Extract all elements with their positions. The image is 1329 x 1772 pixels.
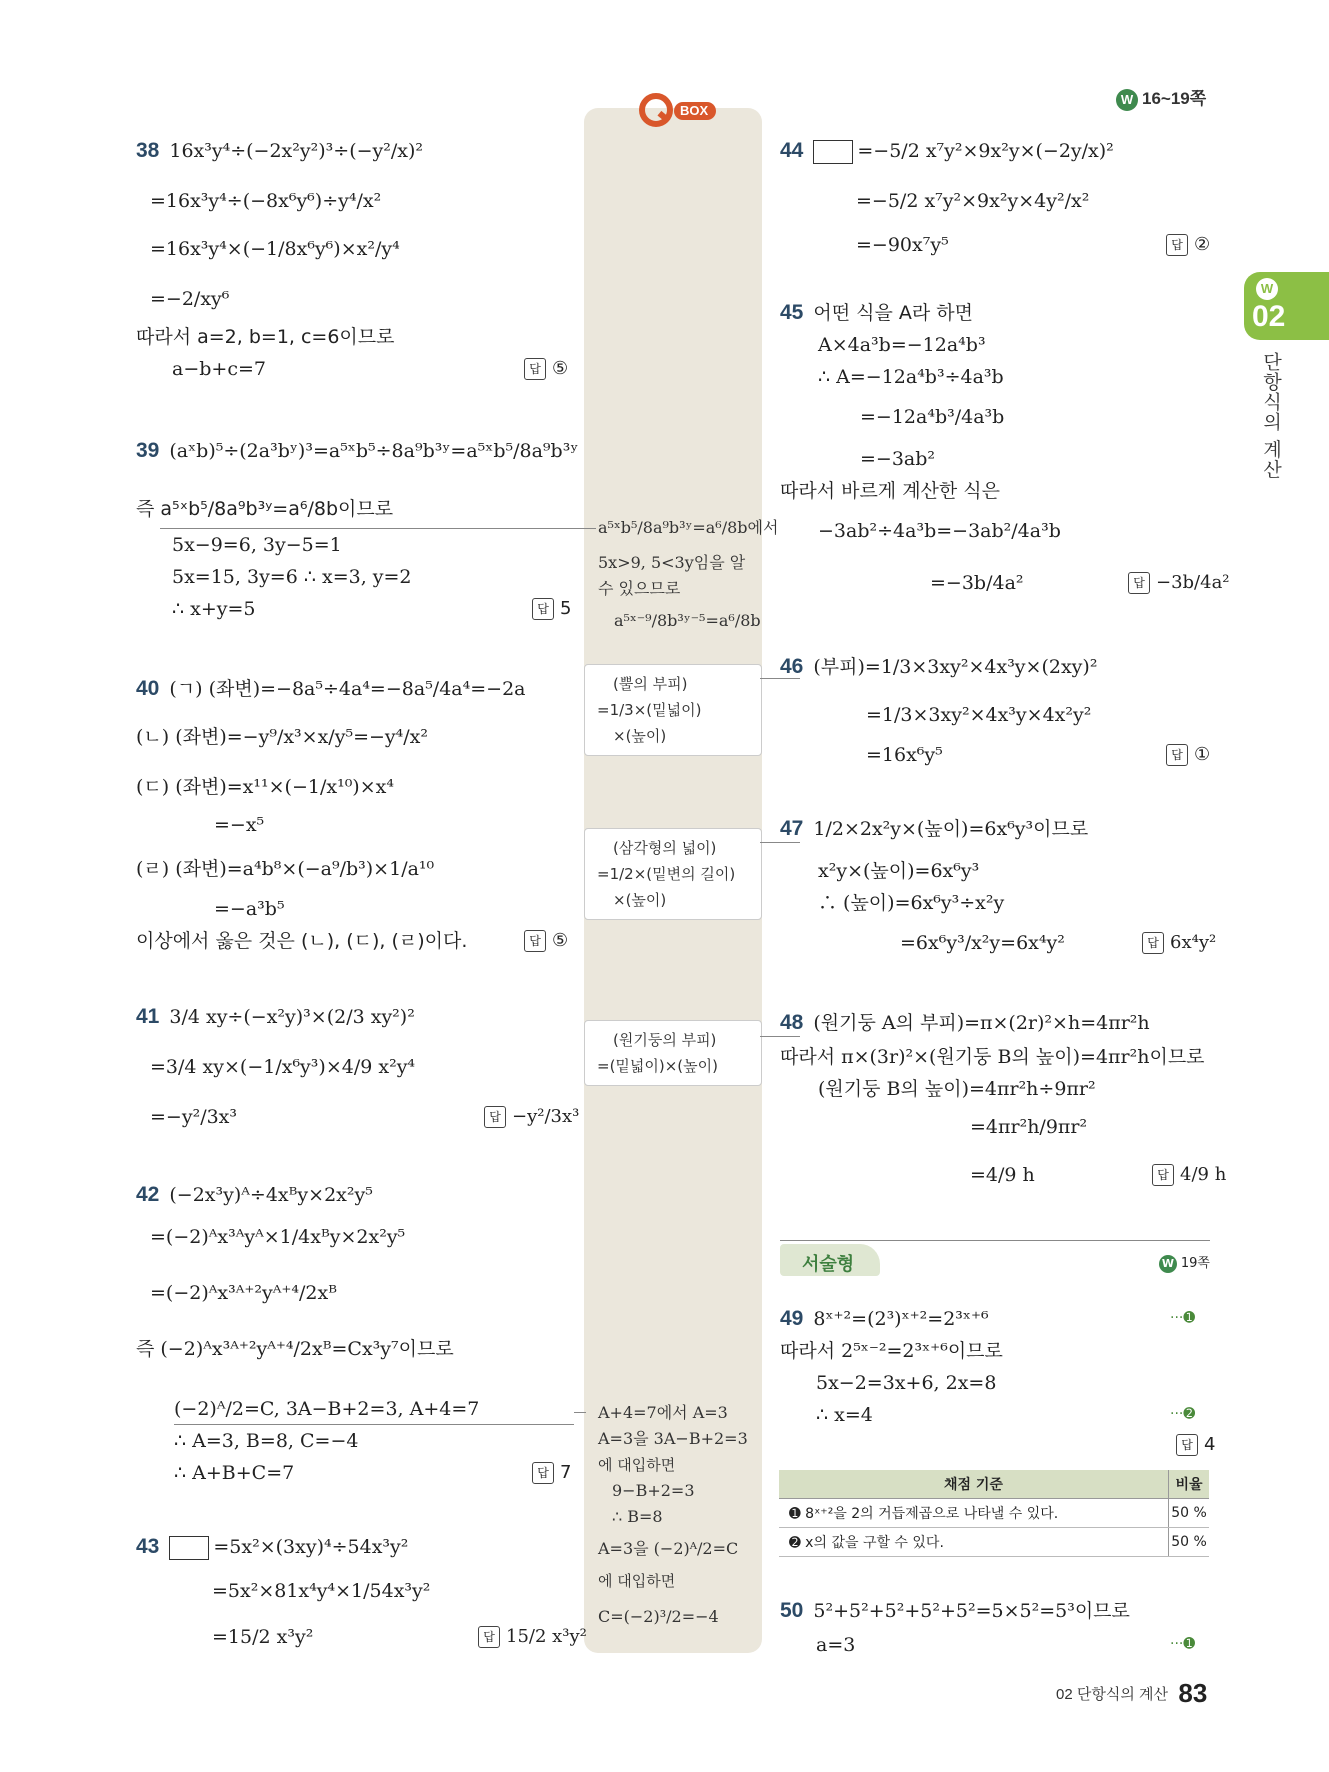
p41-line2: =3/4 xy×(−1/x⁶y³)×4/9 x²y⁴: [150, 1056, 416, 1078]
note-42-l2: A=3을 3A−B+2=3: [598, 1429, 748, 1448]
chapter-name: 02 단항식의 계산: [1056, 1686, 1168, 1703]
problem-number: 46: [780, 655, 804, 678]
table-row: [779, 1499, 1209, 1528]
p43-line2: =5x²×81x⁴y⁴×1/54x³y²: [212, 1580, 431, 1602]
p43-answer: 답 15/2 x³y²: [478, 1626, 587, 1648]
p39-line5: ∴ x+y=5: [172, 598, 256, 620]
problem-number: 50: [780, 1599, 804, 1622]
note-42-l8: C=(−2)³/2=−4: [598, 1607, 719, 1626]
p40-line7: 이상에서 옳은 것은 (ㄴ), (ㄷ), (ㄹ)이다.: [136, 930, 468, 952]
note-42-l1: A+4=7에서 A=3: [598, 1403, 728, 1422]
p48-line4: =4πr²h/9πr²: [970, 1116, 1088, 1138]
chapter-title-vertical: 단항식의 계산: [1260, 352, 1282, 480]
p40-line5: (ㄹ) (좌변)=a⁴b⁸×(−a⁹/b³)×1/a¹⁰: [136, 858, 435, 880]
page-range-header: [1116, 84, 1206, 111]
answer-icon: 답: [1128, 572, 1150, 594]
connector-line: [174, 1424, 574, 1425]
answer-icon: 답: [1176, 1434, 1198, 1456]
step-marker-1: ···➊: [1170, 1636, 1196, 1652]
p49-line4: ∴ x=4: [816, 1404, 873, 1426]
answer-icon: 답: [532, 598, 554, 620]
p47-line2: x²y×(높이)=6x⁶y³: [818, 860, 980, 882]
p48-line5: =4/9 h: [970, 1164, 1035, 1186]
p47-line3: ∴ (높이)=6x⁶y³÷x²y: [818, 892, 1005, 914]
note-39-l1: a⁵ˣb⁵/8a⁹b³ʸ=a⁶/8b에서: [598, 518, 779, 537]
problem-number: 43: [136, 1535, 160, 1558]
p45-line2: A×4a³b=−12a⁴b³: [818, 334, 986, 356]
p46-line2: =1/3×3xy²×4x³y×4x²y²: [866, 704, 1092, 726]
problem-number: 47: [780, 817, 804, 840]
p39-line2: 즉 a⁵ˣb⁵/8a⁹b³ʸ=a⁶/8b이므로: [136, 498, 394, 520]
p38-line1: 38 16x³y⁴÷(−2x²y²)³÷(−y²/x)²: [136, 139, 424, 162]
p44-line2: =−5/2 x⁷y²×9x²y×4y²/x²: [856, 190, 1090, 212]
p40-line1: 40 (ㄱ) (좌변)=−8a⁵÷4a⁴=−8a⁵/4a⁴=−2a: [136, 677, 526, 700]
qbox-label: BOX: [680, 103, 709, 118]
p45-answer: 답 −3b/4a²: [1128, 572, 1230, 594]
essay-section-header: [780, 1240, 1210, 1276]
p48-answer: 답 4/9 h: [1152, 1164, 1226, 1186]
note-triangle-area: (삼각형의 넓이) =1/2×(밑변의 길이) ×(높이): [584, 828, 762, 920]
connector-line: [574, 1412, 586, 1413]
p45-line1: 45 어떤 식을 A라 하면: [780, 301, 973, 324]
note-42-l4: 9−B+2=3: [612, 1481, 695, 1500]
criteria-header: 채점 기준: [779, 1470, 1169, 1499]
p45-line4: =−12a⁴b³/4a³b: [860, 406, 1005, 428]
blank-box: [169, 1536, 209, 1560]
p45-line6: 따라서 바르게 계산한 식은: [780, 480, 1001, 502]
p47-line4: =6x⁶y³/x²y=6x⁴y²: [900, 932, 1065, 954]
p41-answer: 답 −y²/3x³: [484, 1106, 579, 1128]
p41-line3: =−y²/3x³: [150, 1106, 238, 1128]
problem-number: 38: [136, 139, 160, 162]
page-number: 83: [1178, 1678, 1208, 1708]
note-42-l3: 에 대입하면: [598, 1456, 676, 1474]
essay-title: 서술형: [802, 1254, 855, 1275]
p38-line3: =16x³y⁴×(−1/8x⁶y⁶)×x²/y⁴: [150, 238, 400, 260]
p46-line3: =16x⁶y⁵: [866, 744, 943, 766]
note-39-l2: 5x>9, 5<3y임을 알: [598, 553, 746, 572]
page-footer: [1056, 1678, 1207, 1709]
answer-icon: 답: [532, 1462, 554, 1484]
p47-answer: 답 6x⁴y²: [1142, 932, 1216, 954]
blank-box: [813, 140, 853, 164]
p49-line3: 5x−2=3x+6, 2x=8: [816, 1372, 997, 1394]
p41-line1: 41 3/4 xy÷(−x²y)³×(2/3 xy²)²: [136, 1005, 415, 1028]
p38-line6: a−b+c=7: [172, 358, 266, 380]
w-badge-icon: W: [1159, 1255, 1177, 1273]
p48-line3: (원기둥 B의 높이)=4πr²h÷9πr²: [818, 1078, 1096, 1100]
step-marker-2: ···➋: [1170, 1406, 1196, 1422]
essay-page-ref: W 19쪽: [1159, 1252, 1210, 1273]
problem-number: 44: [780, 139, 804, 162]
scoring-criteria-table: [779, 1470, 1209, 1557]
p39-line3: 5x−9=6, 3y−5=1: [172, 534, 342, 556]
table-row: [779, 1528, 1209, 1557]
problem-number: 42: [136, 1183, 160, 1206]
p40-line4: =−x⁵: [214, 814, 265, 836]
problem-number: 48: [780, 1011, 804, 1034]
p40-answer: 답 ⑤: [524, 930, 568, 952]
p43-line1: 43 =5x²×(3xy)⁴÷54x³y²: [136, 1535, 409, 1558]
p49-line1: 49 8ˣ⁺²=(2³)ˣ⁺²=2³ˣ⁺⁶: [780, 1307, 989, 1330]
chapter-tab: [1244, 272, 1329, 340]
criteria-ratio: 50 %: [1169, 1528, 1210, 1557]
p40-line6: =−a³b⁵: [214, 898, 285, 920]
p39-line1: 39 (aˣb)⁵÷(2a³bʸ)³=a⁵ˣb⁵÷8a⁹b³ʸ=a⁵ˣb⁵/8a⁹b³ʸ: [136, 439, 579, 462]
p42-line5: (−2)ᴬ/2=C, 3A−B+2=3, A+4=7: [174, 1398, 480, 1420]
p40-line3: (ㄷ) (좌변)=x¹¹×(−1/x¹⁰)×x⁴: [136, 776, 394, 798]
p43-line3: =15/2 x³y²: [212, 1626, 314, 1648]
chapter-number: 02: [1252, 300, 1286, 333]
ratio-header: 비율: [1169, 1470, 1210, 1499]
p42-line1: 42 (−2x³y)ᴬ÷4xᴮy×2x²y⁵: [136, 1183, 373, 1206]
p48-line2: 따라서 π×(3r)²×(원기둥 B의 높이)=4πr²h이므로: [780, 1046, 1205, 1068]
criteria-ratio: 50 %: [1169, 1499, 1210, 1528]
p48-line1: 48 (원기둥 A의 부피)=π×(2r)²×h=4πr²h: [780, 1011, 1150, 1034]
problem-number: 49: [780, 1307, 804, 1330]
p44-line3: =−90x⁷y⁵: [856, 234, 949, 256]
problem-number: 40: [136, 677, 160, 700]
p49-answer: 답 4: [1176, 1434, 1215, 1456]
p42-line7: ∴ A+B+C=7: [174, 1462, 295, 1484]
note-42-l5: ∴ B=8: [612, 1507, 663, 1526]
answer-icon: 답: [1152, 1164, 1174, 1186]
answer-icon: 답: [1166, 234, 1188, 256]
p42-line2: =(−2)ᴬx³ᴬyᴬ×1/4xᴮy×2x²y⁵: [150, 1226, 406, 1248]
note-42-l6: A=3을 (−2)ᴬ/2=C: [598, 1539, 739, 1558]
page-range: 16~19쪽: [1142, 89, 1207, 108]
note-cylinder-volume: (원기둥의 부피) =(밑넓이)×(높이): [584, 1020, 762, 1086]
connector-line: [760, 842, 800, 843]
p49-line2: 따라서 2⁵ˣ⁻²=2³ˣ⁺⁶이므로: [780, 1340, 1003, 1362]
answer-icon: 답: [524, 358, 546, 380]
p44-answer: 답 ②: [1166, 234, 1210, 256]
p45-line3: ∴ A=−12a⁴b³÷4a³b: [818, 366, 1004, 388]
connector-line: [160, 528, 596, 529]
p42-line6: ∴ A=3, B=8, C=−4: [174, 1430, 359, 1452]
p39-answer: 답 5: [532, 598, 571, 620]
connector-line: [760, 1036, 800, 1037]
problem-number: 41: [136, 1005, 160, 1028]
p42-line3: =(−2)ᴬx³ᴬ⁺²yᴬ⁺⁴/2xᴮ: [150, 1282, 338, 1304]
p47-line1: 47 1/2×2x²y×(높이)=6x⁶y³이므로: [780, 817, 1089, 840]
p38-line2: =16x³y⁴÷(−8x⁶y⁶)÷y⁴/x²: [150, 190, 382, 212]
step-marker-1: ···➊: [1170, 1310, 1196, 1326]
answer-icon: 답: [524, 930, 546, 952]
problem-number: 45: [780, 301, 804, 324]
p45-line5: =−3ab²: [860, 448, 936, 470]
qbox-logo: [636, 90, 720, 130]
divider: [780, 1240, 1210, 1241]
note-cone-volume: (뿔의 부피) =1/3×(밑넓이) ×(높이): [584, 664, 762, 756]
p42-answer: 답 7: [532, 1462, 571, 1484]
criteria-text: ➊ 8ˣ⁺²을 2의 거듭제곱으로 나타낼 수 있다.: [779, 1499, 1169, 1528]
criteria-text: ➋ x의 값을 구할 수 있다.: [779, 1528, 1169, 1557]
note-42-l7: 에 대입하면: [598, 1572, 676, 1590]
answer-icon: 답: [478, 1626, 500, 1648]
w-badge-icon: W: [1116, 89, 1138, 111]
answer-icon: 답: [1142, 932, 1164, 954]
note-39-l3: 수 있으므로: [598, 579, 681, 598]
answer-icon: 답: [484, 1106, 506, 1128]
p46-answer: 답 ①: [1166, 744, 1210, 766]
p38-line5: 따라서 a=2, b=1, c=6이므로: [136, 326, 395, 348]
p42-line4: 즉 (−2)ᴬx³ᴬ⁺²yᴬ⁺⁴/2xᴮ=Cx³y⁷이므로: [136, 1338, 454, 1360]
p45-line7: −3ab²÷4a³b=−3ab²/4a³b: [818, 520, 1061, 542]
p38-answer: 답 ⑤: [524, 358, 568, 380]
p44-line1: 44 =−5/2 x⁷y²×9x²y×(−2y/x)²: [780, 139, 1114, 162]
p50-line2: a=3: [816, 1634, 856, 1656]
p50-line1: 50 5²+5²+5²+5²+5²=5×5²=5³이므로: [780, 1599, 1130, 1622]
connector-line: [760, 678, 800, 679]
problem-number: 39: [136, 439, 160, 462]
p39-line4: 5x=15, 3y=6 ∴ x=3, y=2: [172, 566, 412, 588]
p40-line2: (ㄴ) (좌변)=−y⁹/x³×x/y⁵=−y⁴/x²: [136, 726, 428, 748]
answer-icon: 답: [1166, 744, 1188, 766]
w-badge-icon: W: [1256, 278, 1278, 300]
p38-line4: =−2/xy⁶: [150, 288, 230, 310]
note-39-l4: a⁵ˣ⁻⁹/8b³ʸ⁻⁵=a⁶/8b: [614, 611, 761, 630]
p46-line1: 46 (부피)=1/3×3xy²×4x³y×(2xy)²: [780, 655, 1098, 678]
p45-line8: =−3b/4a²: [930, 572, 1024, 594]
